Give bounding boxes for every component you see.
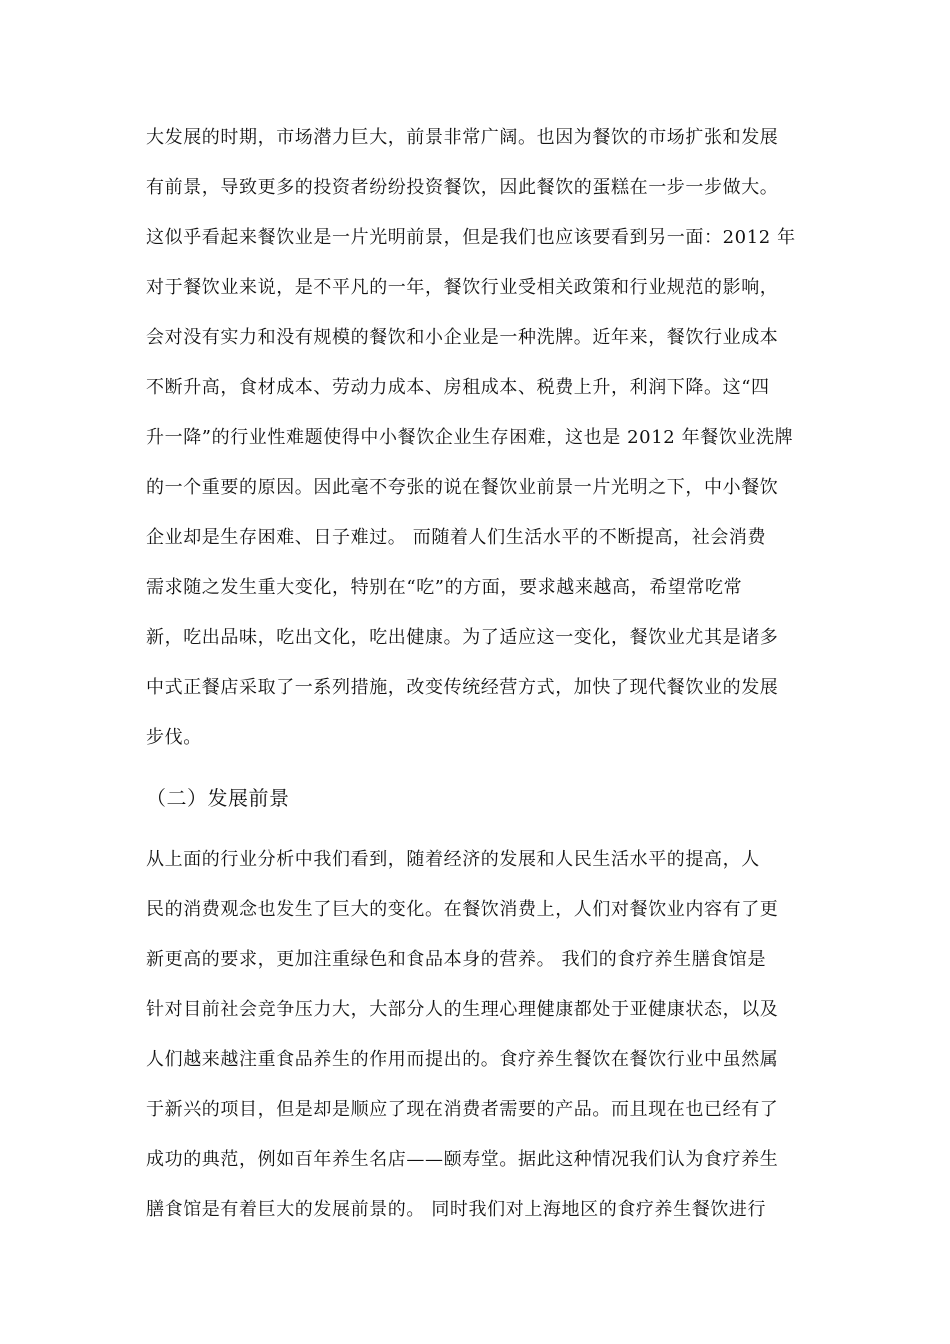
paragraph-line: 企业却是生存困难、日子难过。 而随着人们生活水平的不断提高，社会消费: [146, 527, 767, 548]
paragraph-line: 这似乎看起来餐饮业是一片光明前景，但是我们也应该要看到另一面：2012 年: [146, 227, 796, 248]
paragraph-line: 成功的典范，例如百年养生名店——颐寿堂。据此这种情况我们认为食疗养生: [146, 1149, 779, 1170]
paragraph-line: 从上面的行业分析中我们看到，随着经济的发展和人民生活水平的提高，人: [146, 849, 760, 870]
paragraph-line: 会对没有实力和没有规模的餐饮和小企业是一种洗牌。近年来，餐饮行业成本: [146, 327, 779, 348]
paragraph-line: 需求随之发生重大变化，特别在“吃”的方面，要求越来越高，希望常吃常: [146, 577, 743, 598]
paragraph-line: 人们越来越注重食品养生的作用而提出的。食疗养生餐饮在餐饮行业中虽然属: [146, 1049, 779, 1070]
paragraph-line: 不断升高，食材成本、劳动力成本、房租成本、税费上升，利润下降。这“四: [146, 377, 770, 398]
paragraph-line: 中式正餐店采取了一系列措施，改变传统经营方式，加快了现代餐饮业的发展: [146, 677, 779, 698]
section-heading: （二）发展前景: [146, 786, 290, 810]
paragraph-line: 新，吃出品味，吃出文化，吃出健康。为了适应这一变化，餐饮业尤其是诸多: [146, 627, 779, 648]
paragraph-line: 民的消费观念也发生了巨大的变化。在餐饮消费上，人们对餐饮业内容有了更: [146, 899, 779, 920]
paragraph-line: 的一个重要的原因。因此毫不夸张的说在餐饮业前景一片光明之下，中小餐饮: [146, 477, 779, 498]
paragraph-line: 于新兴的项目，但是却是顺应了现在消费者需要的产品。而且现在也已经有了: [146, 1099, 779, 1120]
paragraph-line: 膳食馆是有着巨大的发展前景的。 同时我们对上海地区的食疗养生餐饮进行: [146, 1199, 767, 1220]
paragraph-line: 大发展的时期，市场潜力巨大，前景非常广阔。也因为餐饮的市场扩张和发展: [146, 127, 779, 148]
paragraph-line: 步伐。: [146, 727, 202, 748]
paragraph-line: 有前景，导致更多的投资者纷纷投资餐饮，因此餐饮的蛋糕在一步一步做大。: [146, 177, 779, 198]
paragraph-line: 对于餐饮业来说，是不平凡的一年，餐饮行业受相关政策和行业规范的影响，: [146, 277, 779, 298]
paragraph-line: 针对目前社会竞争压力大，大部分人的生理心理健康都处于亚健康状态，以及: [146, 999, 779, 1020]
paragraph-line: 新更高的要求，更加注重绿色和食品本身的营养。 我们的食疗养生膳食馆是: [146, 949, 767, 970]
paragraph-line: 升一降”的行业性难题使得中小餐饮企业生存困难，这也是 2012 年餐饮业洗牌: [146, 427, 794, 448]
